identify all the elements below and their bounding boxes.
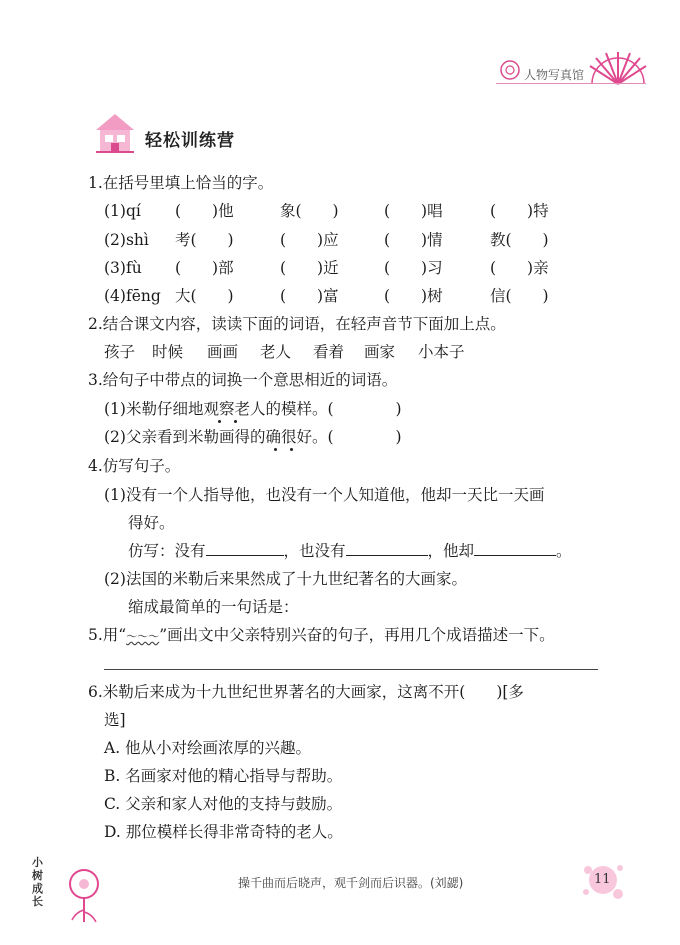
imitate-mid-1: ，也没有 (283, 542, 346, 560)
footer-logo-text: 小树成长 (32, 856, 43, 908)
q1-row-prefix: (3)fù (104, 259, 142, 277)
q5-title (88, 625, 555, 647)
q5-suffix: ”画出文中父亲特别兴奋的句子，再用几个成语描述一下。 (159, 626, 555, 644)
wavy-line-mark: ～～～ (126, 630, 160, 643)
q2-word: 看着 (313, 343, 345, 361)
imitate-blank-2[interactable] (346, 541, 428, 556)
imitate-end: 。 (556, 542, 572, 560)
q6-title-line-2: 选] (104, 711, 126, 729)
footer-quote: 操千曲而后晓声，观千剑而后识器。(刘勰) (238, 876, 464, 890)
q1-cell: ( )他 (175, 202, 234, 220)
q6-option-c: C. 父亲和家人对他的支持与鼓励。 (104, 795, 343, 813)
q1-cell: ( )习 (384, 259, 443, 277)
q1-row-prefix: (4)fēng (104, 287, 161, 305)
imitate-label: 仿写：没有 (128, 542, 206, 560)
q4-sentence-2: (2)法国的米勒后来果然成了十九世纪著名的大画家。 (104, 570, 467, 588)
header-label: 人物写真馆 (524, 68, 585, 82)
q4-sentence-1-line-2: 得好。 (128, 514, 175, 532)
footer-logo (30, 850, 120, 930)
q1-row-prefix: (1)qí (104, 202, 141, 220)
q3-sentence-1: (1)米勒仔细地观察老人的模样。( ) (104, 400, 402, 418)
q2-word: 孩子 (104, 343, 136, 361)
q2-word: 画画 (207, 343, 239, 361)
q5-prefix: 5.用“ (88, 626, 127, 644)
q6-option-d: D. 那位模样长得非常奇特的老人。 (104, 823, 343, 841)
q1-cell: ( )部 (175, 259, 234, 277)
q2-word: 小本子 (418, 343, 465, 361)
q3-sentence-2: (2)父亲看到米勒画得的确很好。( ) (104, 428, 402, 446)
page-number: 11 (594, 872, 611, 887)
q4-sentence-1-line-1: (1)没有一个人指导他，也没有一个人知道他，他却一天比一天画 (104, 486, 545, 504)
q1-cell: 信( ) (490, 287, 549, 305)
q6-title-line-1: 6.米勒后来成为十九世纪世界著名的大画家，这离不开( )[多 (88, 683, 524, 701)
imitate-mid-2: ，他却 (427, 542, 475, 560)
imitate-blank-1[interactable] (206, 541, 284, 556)
emphasis-dot (218, 420, 221, 423)
q6-option-a: A. 他从小对绘画浓厚的兴趣。 (104, 739, 312, 757)
q1-cell: ( )情 (384, 231, 443, 249)
q1-cell: ( )近 (280, 259, 339, 277)
q2-word: 老人 (260, 343, 292, 361)
q2-word: 时候 (152, 343, 184, 361)
q1-cell: ( )唱 (384, 202, 443, 220)
header-swirl-icon (496, 56, 524, 90)
q1-title: 1.在括号里填上恰当的字。 (88, 174, 274, 192)
emphasis-dot (274, 448, 277, 451)
q1-cell: 教( ) (490, 231, 549, 249)
q6-option-b: B. 名画家对他的精心指导与帮助。 (104, 767, 343, 785)
q2-word: 画家 (364, 343, 396, 361)
q1-cell: ( )富 (280, 287, 339, 305)
fan-rays-icon (588, 52, 648, 86)
q1-cell: ( )应 (280, 231, 339, 249)
q1-cell: ( )亲 (490, 259, 549, 277)
q1-cell: 象( ) (280, 202, 339, 220)
q4-imitate-row (128, 541, 572, 561)
section-title: 轻松训练营 (145, 131, 235, 151)
q1-cell: ( )特 (490, 202, 549, 220)
q1-cell: 大( ) (175, 287, 234, 305)
q4-shrink-prompt: 缩成最简单的一句话是： (128, 598, 299, 616)
house-icon (92, 110, 138, 156)
q1-row-prefix: (2)shì (104, 231, 149, 249)
q1-cell: 考( ) (175, 231, 234, 249)
emphasis-dot (290, 448, 293, 451)
q1-cell: ( )树 (384, 287, 443, 305)
emphasis-dot (234, 420, 237, 423)
q4-title: 4.仿写句子。 (88, 457, 181, 475)
imitate-blank-3[interactable] (474, 541, 556, 556)
q5-answer-line[interactable] (104, 669, 598, 670)
q3-title: 3.给句子中带点的词换一个意思相近的词语。 (88, 371, 398, 389)
q2-title: 2.结合课文内容，读读下面的词语，在轻声音节下面加上点。 (88, 315, 506, 333)
